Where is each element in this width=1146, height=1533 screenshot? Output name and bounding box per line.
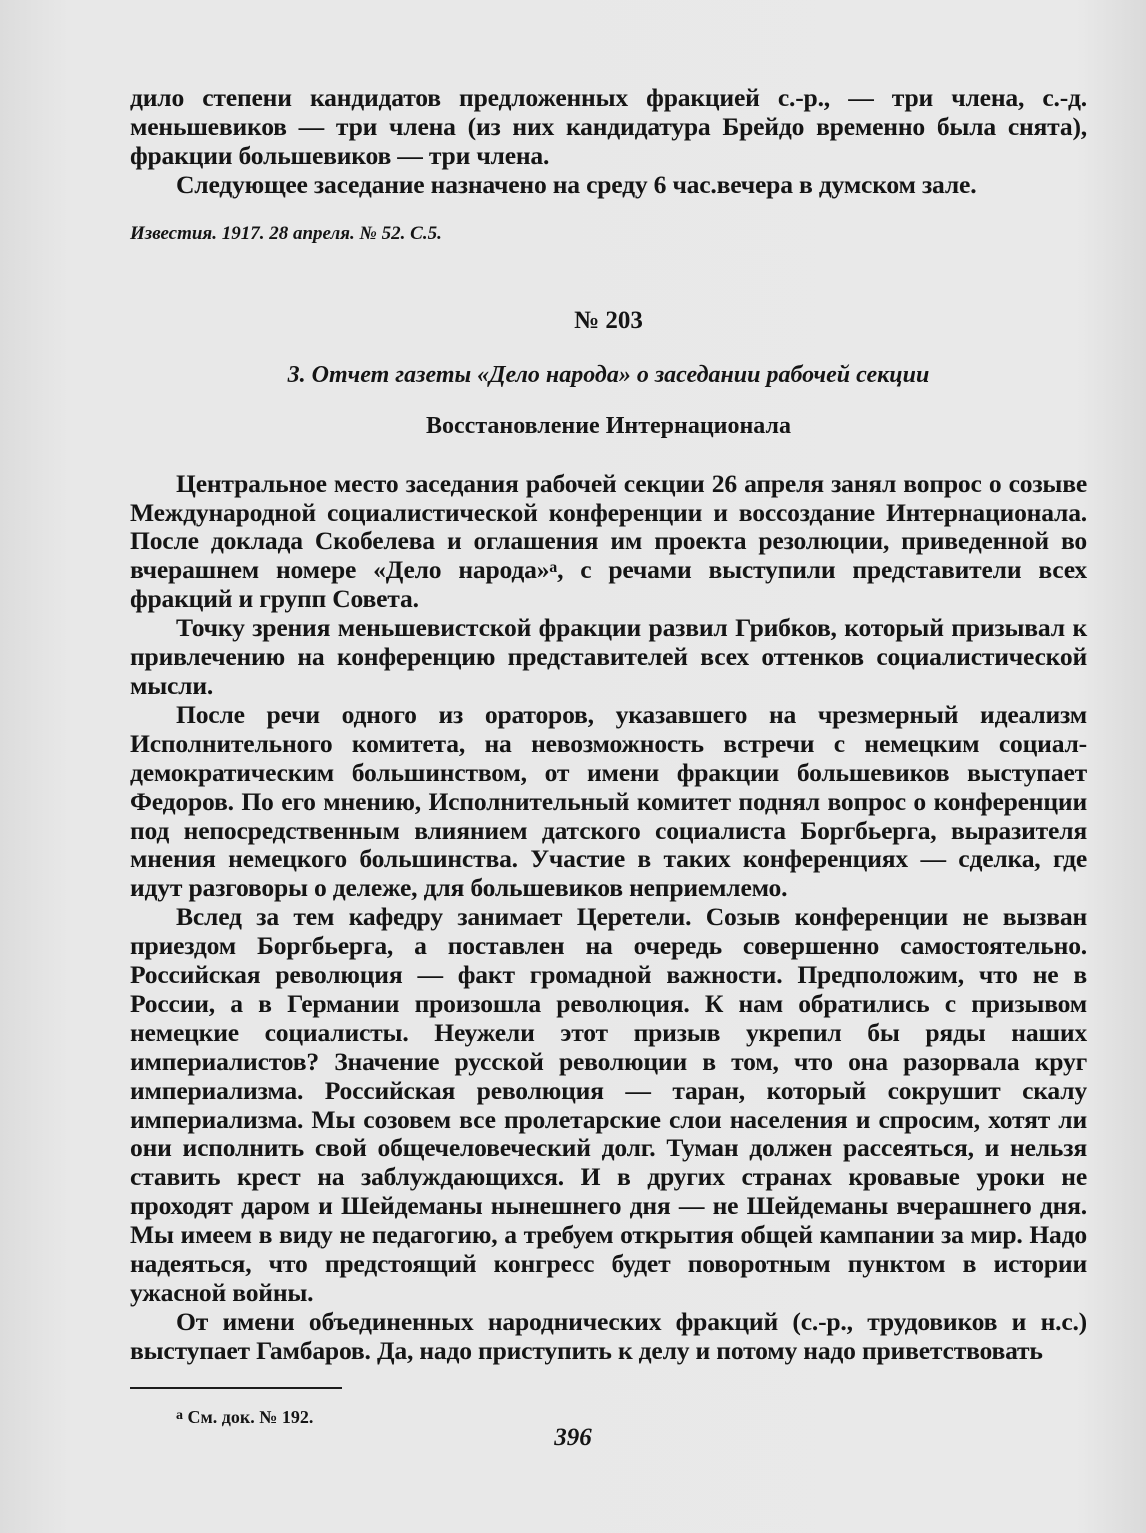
paragraph-4: Вслед за тем кафедру занимает Церетели. Созыв конференции не вызван приездом Боргбьерга, а поставлен на очередь совершенно самостоятельно. Российская революция — факт громадной важности. Предположим, что не в России, а в Германии произошла революция. К нам обратились с призывом немецкие социалисты. Неужели этот призыв укрепил бы ряды наших империалистов? Значение русской революции в том, что она разорвала круг империализма. Российская революция — таран, который сокрушит скалу империализма. Мы созовем все пролетарские слои населения и спросим, хотят ли они исполнить свой общечеловеческий долг. Туман должен рассеяться, и нельзя ставить крест на заблуждающихся. И в других странах кровавые уроки не проходят даром и Шейдеманы нынешнего дня — не Шейдеманы вчерашнего дня. Мы имеем в виду не педагогию, а требуем открытия общей кампании за мир. Надо надеяться, что предстоящий конгресс будет поворотным пунктом в истории ужасной войны. (130, 902, 1087, 1307)
paragraph-1-tail: , с речами выступили представители всех фракций и групп Совета. (130, 555, 1087, 614)
paragraph-1-text: Центральное место заседания рабочей секции 26 апреля занял вопрос о созыве Международной социалистической конференции и воссоздание Интернационала. После доклада Скобелева и оглашения им проекта резолюции, приведенной во вчерашнем номере «Дело народа» (130, 468, 1087, 585)
page-number: 396 (554, 1424, 592, 1451)
footnote-text: См. док. № 192. (187, 1406, 314, 1427)
page-content (130, 84, 1087, 1428)
article-heading: Восстановление Интернационала (426, 412, 791, 439)
footnote-reference: а (549, 559, 558, 577)
paragraph-3: После речи одного из ораторов, указавшего на чрезмерный идеализм Исполнительного комитета, на невозможность встречи с немецким социал-демократическим большинством, от имени фракции большевиков выступает Федоров. По его мнению, Исполнительный комитет поднял вопрос о конференции под непосредственным влиянием датского социалиста Боргбьерга, выразителя мнения немецкого большинства. Участие в таких конференциях — сделка, где идут разговоры о дележе, для большевиков неприемлемо. (130, 699, 1087, 903)
next-meeting-paragraph: Следующее заседание назначено на среду 6 час.вечера в думском зале. (176, 169, 977, 199)
continuation-paragraph: дило степени кандидатов предложенных фракцией с.-р., — три члена, с.-д. меньшевиков — три члена (из них кандидатура Брейдо временно была снята), фракции большевиков — три члена. (130, 83, 1087, 170)
footnote-mark: а (176, 1407, 183, 1423)
document-number: № 203 (574, 306, 643, 334)
footnote-divider (130, 1387, 342, 1389)
paragraph-2: Точку зрения меньшевистской фракции развил Грибков, который призывал к привлечению на конференцию представителей всех оттенков социалистической мысли. (130, 613, 1087, 700)
document-subtitle: 3. Отчет газеты «Дело народа» о заседании рабочей секции (287, 361, 930, 388)
paragraph-1 (130, 470, 1087, 615)
source-citation: Известия. 1917. 28 апреля. № 52. С.5. (130, 222, 442, 244)
paragraph-5: От имени объединенных народнических фракций (с.-р., трудовиков и н.с.) выступает Гамбаров. Да, надо приступить к делу и потому надо приветствовать (130, 1306, 1087, 1365)
